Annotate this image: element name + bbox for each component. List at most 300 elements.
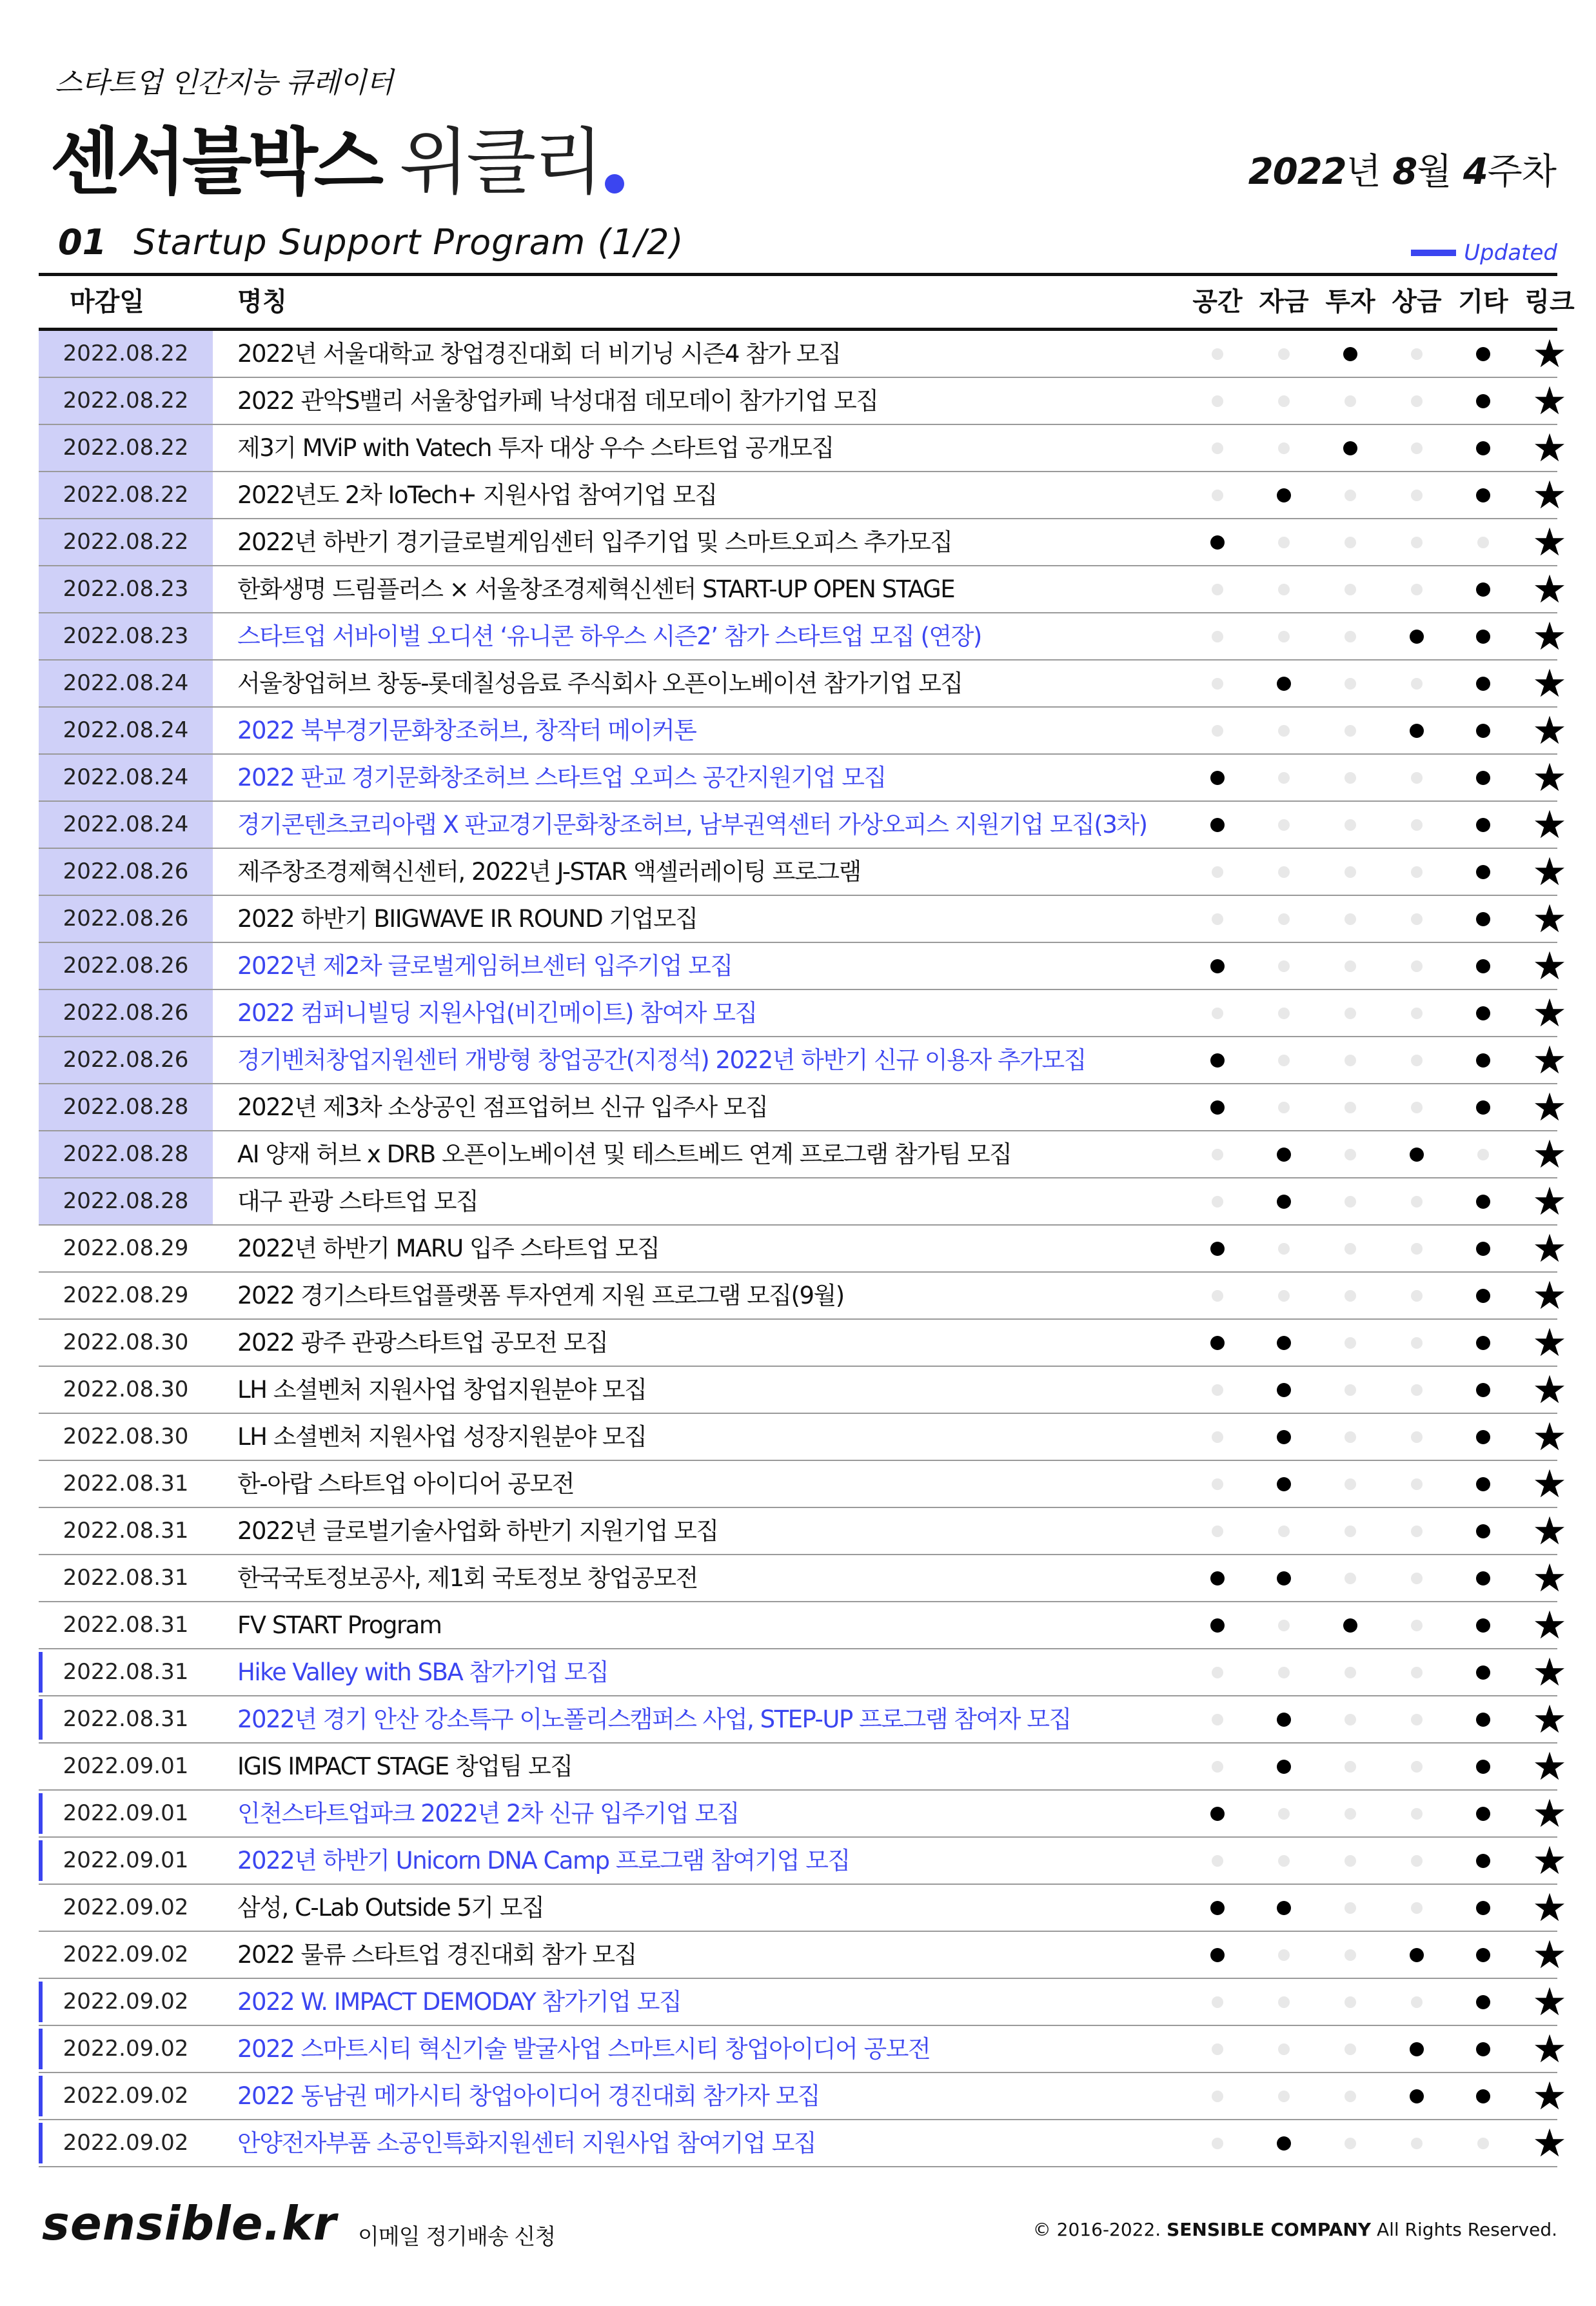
row-name[interactable]: 스타트업 서바이벌 오디션 ‘유니콘 하우스 시즌2’ 참가 스타트업 모집 (연장)	[237, 622, 981, 650]
row-name[interactable]: LH 소셜벤처 지원사업 성장지원분야 모집	[237, 1423, 647, 1451]
star-link-icon[interactable]: ★	[1532, 2026, 1567, 2072]
cell-link[interactable]	[1517, 1178, 1582, 1224]
star-link-icon[interactable]: ★	[1532, 1696, 1567, 1742]
row-deadline: 2022.08.31	[63, 1659, 189, 1685]
table-row[interactable]	[39, 1037, 1567, 1084]
filled-dot-icon	[1210, 535, 1225, 550]
cell-fund	[1252, 1838, 1316, 1884]
filled-dot-icon	[1476, 818, 1490, 832]
cell-link[interactable]	[1517, 1037, 1582, 1083]
cell-etc	[1451, 1508, 1515, 1554]
row-name[interactable]: 2022년 하반기 경기글로벌게임센터 입주기업 및 스마트오피스 추가모집	[237, 528, 952, 556]
cell-fund	[1252, 943, 1316, 989]
filled-dot-icon	[1476, 865, 1490, 879]
row-name[interactable]: 2022 광주 관광스타트업 공모전 모집	[237, 1329, 608, 1357]
filled-dot-icon	[1476, 1242, 1490, 1256]
row-name[interactable]: 2022 물류 스타트업 경진대회 참가 모집	[237, 1941, 636, 1969]
cell-fund	[1252, 1131, 1316, 1177]
table-row[interactable]	[39, 755, 1567, 802]
empty-dot-icon	[1212, 1714, 1223, 1725]
cell-link[interactable]	[1517, 1602, 1582, 1648]
cell-etc	[1451, 1649, 1515, 1695]
filled-dot-icon	[1210, 1100, 1225, 1115]
row-name[interactable]: IGIS IMPACT STAGE 창업팀 모집	[237, 1753, 573, 1780]
cell-invest	[1318, 331, 1383, 377]
col-deadline: 마감일	[70, 287, 144, 317]
cell-space	[1185, 1979, 1250, 2025]
cell-link[interactable]	[1517, 1131, 1582, 1177]
cell-etc	[1451, 1979, 1515, 2025]
cell-link[interactable]	[1517, 943, 1582, 989]
filled-dot-icon	[1277, 677, 1291, 691]
cell-link[interactable]	[1517, 1084, 1582, 1130]
filled-dot-icon	[1476, 1006, 1490, 1020]
table-row[interactable]	[39, 1838, 1567, 1885]
cell-invest	[1318, 519, 1383, 565]
table-row[interactable]	[39, 661, 1567, 708]
empty-dot-icon	[1212, 1196, 1223, 1208]
star-link-icon[interactable]: ★	[1532, 1602, 1567, 1648]
cell-link[interactable]	[1517, 1461, 1582, 1507]
row-name[interactable]: 안양전자부품 소공인특화지원센터 지원사업 참여기업 모집	[237, 2129, 816, 2157]
star-link-icon[interactable]: ★	[1532, 1367, 1567, 1413]
table-row[interactable]	[39, 1979, 1567, 2026]
cell-link[interactable]	[1517, 1508, 1582, 1554]
row-deadline: 2022.08.30	[63, 1377, 189, 1402]
cell-prize	[1384, 1885, 1449, 1931]
row-deadline: 2022.08.22	[39, 519, 213, 565]
table-row[interactable]	[39, 1273, 1567, 1320]
star-link-icon[interactable]: ★	[1532, 1838, 1567, 1884]
row-deadline: 2022.08.24	[39, 755, 213, 800]
star-link-icon[interactable]: ★	[1532, 1226, 1567, 1271]
row-name[interactable]: 2022 판교 경기문화창조허브 스타트업 오피스 공간지원기업 모집	[237, 764, 886, 791]
row-deadline: 2022.08.24	[39, 802, 213, 848]
filled-dot-icon	[1277, 1383, 1291, 1397]
star-link-icon[interactable]: ★	[1532, 519, 1567, 565]
cell-link[interactable]	[1517, 425, 1582, 471]
empty-dot-icon	[1345, 631, 1356, 642]
table-row[interactable]	[39, 1932, 1567, 1979]
filled-dot-icon	[1210, 1571, 1225, 1585]
star-link-icon[interactable]: ★	[1532, 1414, 1567, 1460]
table-row[interactable]	[39, 802, 1567, 849]
empty-dot-icon	[1411, 2138, 1423, 2149]
empty-dot-icon	[1345, 2091, 1356, 2102]
footer-logo[interactable]: sensible.kr	[42, 2196, 337, 2251]
cell-space	[1185, 1367, 1250, 1413]
empty-dot-icon	[1411, 866, 1423, 878]
cell-etc	[1451, 661, 1515, 706]
cell-link[interactable]	[1517, 519, 1582, 565]
row-name[interactable]: 2022 컴퍼니빌딩 지원사업(비긴메이트) 참여자 모집	[237, 999, 757, 1027]
cell-etc	[1451, 1602, 1515, 1648]
cell-invest	[1318, 896, 1383, 942]
empty-dot-icon	[1411, 1431, 1423, 1443]
filled-dot-icon	[1210, 959, 1225, 973]
star-link-icon[interactable]: ★	[1532, 708, 1567, 753]
cell-link[interactable]	[1517, 331, 1582, 377]
col-fund: 자금	[1259, 287, 1309, 317]
empty-dot-icon	[1212, 866, 1223, 878]
cell-prize	[1384, 1178, 1449, 1224]
cell-link[interactable]	[1517, 1226, 1582, 1271]
cell-fund	[1252, 1226, 1316, 1271]
cell-link[interactable]	[1517, 849, 1582, 895]
table-row[interactable]	[39, 1649, 1567, 1696]
star-link-icon[interactable]: ★	[1532, 896, 1567, 942]
cell-fund	[1252, 1084, 1316, 1130]
filled-dot-icon	[1410, 1148, 1424, 1162]
cell-link[interactable]	[1517, 1649, 1582, 1695]
table-row[interactable]	[39, 1178, 1567, 1226]
table-row[interactable]	[39, 1320, 1567, 1367]
row-deadline: 2022.09.02	[63, 2036, 189, 2062]
star-link-icon[interactable]: ★	[1532, 1084, 1567, 1130]
cell-link[interactable]	[1517, 1367, 1582, 1413]
cell-invest	[1318, 1791, 1383, 1836]
filled-dot-icon	[1476, 1854, 1490, 1868]
row-name[interactable]: 2022년 하반기 Unicorn DNA Camp 프로그램 참여기업 모집	[237, 1847, 850, 1874]
cell-prize	[1384, 1414, 1449, 1460]
cell-space	[1185, 1273, 1250, 1318]
row-deadline: 2022.08.28	[39, 1131, 213, 1177]
cell-etc	[1451, 708, 1515, 753]
star-link-icon[interactable]: ★	[1532, 1979, 1567, 2025]
star-link-icon[interactable]: ★	[1532, 378, 1567, 424]
empty-dot-icon	[1411, 1526, 1423, 1537]
star-link-icon[interactable]: ★	[1532, 802, 1567, 848]
row-name[interactable]: 2022년 하반기 MARU 입주 스타트업 모집	[237, 1235, 660, 1262]
star-link-icon[interactable]: ★	[1532, 1131, 1567, 1177]
table-row[interactable]	[39, 990, 1567, 1037]
cell-invest	[1318, 1320, 1383, 1366]
row-name[interactable]: 2022년 경기 안산 강소특구 이노폴리스캠퍼스 사업, STEP-UP 프로그램 참여자 모집	[237, 1705, 1071, 1733]
cell-link[interactable]	[1517, 802, 1582, 848]
cell-etc	[1451, 1885, 1515, 1931]
star-link-icon[interactable]: ★	[1532, 2073, 1567, 2119]
empty-dot-icon	[1212, 1431, 1223, 1443]
cell-link[interactable]	[1517, 1273, 1582, 1318]
cell-invest	[1318, 1555, 1383, 1601]
cell-invest	[1318, 378, 1383, 424]
empty-dot-icon	[1212, 395, 1223, 407]
star-link-icon[interactable]: ★	[1532, 755, 1567, 800]
cell-link[interactable]	[1517, 1979, 1582, 2025]
filled-dot-icon	[1210, 1901, 1225, 1915]
empty-dot-icon	[1345, 395, 1356, 407]
row-name[interactable]: 2022 북부경기문화창조허브, 창작터 메이커톤	[237, 717, 696, 744]
row-name[interactable]: 경기벤처창업지원센터 개방형 창업공간(지정석) 2022년 하반기 신규 이용자 추가모집	[237, 1046, 1086, 1074]
filled-dot-icon	[1476, 1713, 1490, 1727]
table-row[interactable]	[39, 1084, 1567, 1131]
row-name[interactable]: 한화생명 드림플러스 × 서울창조경제혁신센터 START-UP OPEN STAGE	[237, 575, 955, 603]
empty-dot-icon	[1278, 348, 1290, 360]
cell-space	[1185, 1508, 1250, 1554]
cell-link[interactable]	[1517, 1885, 1582, 1931]
star-link-icon[interactable]: ★	[1532, 566, 1567, 612]
row-name[interactable]: Hike Valley with SBA 참가기업 모집	[237, 1658, 609, 1686]
empty-dot-icon	[1411, 960, 1423, 972]
empty-dot-icon	[1212, 1290, 1223, 1302]
star-link-icon[interactable]: ★	[1532, 1885, 1567, 1931]
star-link-icon[interactable]: ★	[1532, 1649, 1567, 1695]
cell-fund	[1252, 519, 1316, 565]
star-link-icon[interactable]: ★	[1532, 661, 1567, 706]
cell-link[interactable]	[1517, 1932, 1582, 1978]
cell-invest	[1318, 1649, 1383, 1695]
row-deadline: 2022.08.30	[63, 1329, 189, 1355]
table-row[interactable]	[39, 2026, 1567, 2073]
cell-etc	[1451, 849, 1515, 895]
table-row[interactable]	[39, 1131, 1567, 1178]
empty-dot-icon	[1278, 819, 1290, 831]
cell-invest	[1318, 1037, 1383, 1083]
table-row[interactable]	[39, 1508, 1567, 1555]
filled-dot-icon	[1410, 2042, 1424, 2056]
cell-link[interactable]	[1517, 2073, 1582, 2119]
row-name[interactable]: 2022년 서울대학교 창업경진대회 더 비기닝 시즌4 참가 모집	[237, 340, 841, 368]
cell-space	[1185, 1838, 1250, 1884]
subscribe-link[interactable]: 이메일 정기배송 신청	[358, 2224, 556, 2250]
cell-link[interactable]	[1517, 990, 1582, 1036]
row-name[interactable]: 2022 W. IMPACT DEMODAY 참가기업 모집	[237, 1988, 682, 2016]
filled-dot-icon	[1476, 724, 1490, 738]
cell-link[interactable]	[1517, 708, 1582, 753]
cell-link[interactable]	[1517, 613, 1582, 659]
filled-dot-icon	[1210, 1242, 1225, 1256]
cell-fund	[1252, 1744, 1316, 1789]
filled-dot-icon	[1210, 818, 1225, 832]
filled-dot-icon	[1476, 2089, 1490, 2103]
table-row[interactable]	[39, 708, 1567, 755]
table-row[interactable]	[39, 425, 1567, 472]
star-link-icon[interactable]: ★	[1532, 2120, 1567, 2166]
row-name[interactable]: 경기콘텐츠코리아랩 X 판교경기문화창조허브, 남부권역센터 가상오피스 지원기업 모집(3차)	[237, 811, 1147, 839]
cell-link[interactable]	[1517, 2026, 1582, 2072]
empty-dot-icon	[1278, 631, 1290, 642]
cell-link[interactable]	[1517, 755, 1582, 800]
table-row[interactable]	[39, 1885, 1567, 1932]
row-deadline: 2022.08.31	[63, 1471, 189, 1496]
table-row[interactable]	[39, 1555, 1567, 1602]
row-name[interactable]: AI 양재 허브 x DRB 오픈이노베이션 및 테스트베드 연계 프로그램 참가팀 모집	[237, 1140, 1012, 1168]
cell-link[interactable]	[1517, 1320, 1582, 1366]
cell-fund	[1252, 566, 1316, 612]
cell-invest	[1318, 1131, 1383, 1177]
filled-dot-icon	[1476, 347, 1490, 361]
row-name[interactable]: 2022년 글로벌기술사업화 하반기 지원기업 모집	[237, 1517, 718, 1545]
empty-dot-icon	[1411, 1102, 1423, 1113]
star-link-icon[interactable]: ★	[1532, 425, 1567, 471]
cell-fund	[1252, 661, 1316, 706]
row-name[interactable]: 2022년 제2차 글로벌게임허브센터 입주기업 모집	[237, 952, 733, 980]
row-deadline: 2022.08.31	[63, 1565, 189, 1591]
cell-space	[1185, 1696, 1250, 1742]
table-row[interactable]	[39, 566, 1567, 613]
empty-dot-icon	[1278, 1996, 1290, 2008]
table-row[interactable]	[39, 1602, 1567, 1649]
cell-invest	[1318, 1744, 1383, 1789]
empty-dot-icon	[1345, 913, 1356, 925]
empty-dot-icon	[1411, 1620, 1423, 1631]
cell-fund	[1252, 1414, 1316, 1460]
row-name[interactable]: 삼성, C-Lab Outside 5기 모집	[237, 1894, 544, 1922]
star-link-icon[interactable]: ★	[1532, 1178, 1567, 1224]
star-link-icon[interactable]: ★	[1532, 613, 1567, 659]
table-row[interactable]	[39, 1696, 1567, 1744]
row-name[interactable]: 2022년도 2차 IoTech+ 지원사업 참여기업 모집	[237, 481, 717, 509]
empty-dot-icon	[1278, 537, 1290, 548]
cell-invest	[1318, 708, 1383, 753]
row-name[interactable]: 대구 관광 스타트업 모집	[237, 1188, 478, 1215]
table-row[interactable]	[39, 472, 1567, 519]
cell-link[interactable]	[1517, 378, 1582, 424]
filled-dot-icon	[1410, 2089, 1424, 2103]
empty-dot-icon	[1278, 1008, 1290, 1019]
filled-dot-icon	[1210, 1618, 1225, 1633]
row-name[interactable]: 제주창조경제혁신센터, 2022년 J-STAR 액셀러레이팅 프로그램	[237, 858, 861, 886]
star-link-icon[interactable]: ★	[1532, 1744, 1567, 1789]
cell-space	[1185, 943, 1250, 989]
table-row[interactable]	[39, 331, 1567, 378]
row-deadline: 2022.08.31	[63, 1706, 189, 1732]
cell-space	[1185, 1084, 1250, 1130]
table-row[interactable]	[39, 378, 1567, 425]
star-link-icon[interactable]: ★	[1532, 1791, 1567, 1836]
empty-dot-icon	[1212, 2043, 1223, 2055]
row-name[interactable]: 2022 동남권 메가시티 창업아이디어 경진대회 참가자 모집	[237, 2082, 820, 2110]
row-name[interactable]: FV START Program	[237, 1611, 442, 1639]
empty-dot-icon	[1212, 2138, 1223, 2149]
cell-space	[1185, 1555, 1250, 1601]
table-row[interactable]	[39, 519, 1567, 566]
row-name[interactable]: 인천스타트업파크 2022년 2차 신규 입주기업 모집	[237, 1800, 739, 1827]
star-link-icon[interactable]: ★	[1532, 1273, 1567, 1318]
cell-space	[1185, 849, 1250, 895]
cell-link[interactable]	[1517, 472, 1582, 518]
cell-link[interactable]	[1517, 566, 1582, 612]
table-row[interactable]	[39, 1791, 1567, 1838]
empty-dot-icon	[1278, 1055, 1290, 1066]
row-name[interactable]: 2022 스마트시티 혁신기술 발굴사업 스마트시티 창업아이디어 공모전	[237, 2035, 931, 2063]
filled-dot-icon	[1277, 1336, 1291, 1350]
cell-link[interactable]	[1517, 1838, 1582, 1884]
star-link-icon[interactable]: ★	[1532, 943, 1567, 989]
table-header	[39, 273, 1575, 331]
cell-etc	[1451, 1084, 1515, 1130]
cell-link[interactable]	[1517, 2120, 1582, 2166]
cell-fund	[1252, 378, 1316, 424]
cell-fund	[1252, 1885, 1316, 1931]
star-link-icon[interactable]: ★	[1532, 1320, 1567, 1366]
table-row[interactable]	[39, 1744, 1567, 1791]
cell-link[interactable]	[1517, 1414, 1582, 1460]
cell-etc	[1451, 1226, 1515, 1271]
table-row[interactable]	[39, 849, 1567, 896]
cell-invest	[1318, 802, 1383, 848]
cell-link[interactable]	[1517, 1744, 1582, 1789]
filled-dot-icon	[1476, 959, 1490, 973]
star-link-icon[interactable]: ★	[1532, 1037, 1567, 1083]
filled-dot-icon	[1476, 1901, 1490, 1915]
star-link-icon[interactable]: ★	[1532, 1932, 1567, 1978]
empty-dot-icon	[1345, 1478, 1356, 1490]
cell-prize	[1384, 472, 1449, 518]
row-deadline: 2022.09.02	[63, 2130, 189, 2156]
empty-dot-icon	[1278, 442, 1290, 454]
cell-prize	[1384, 1744, 1449, 1789]
row-deadline: 2022.08.22	[39, 425, 213, 471]
cell-link[interactable]	[1517, 896, 1582, 942]
table-row[interactable]	[39, 896, 1567, 943]
table-row[interactable]	[39, 1367, 1567, 1414]
row-name[interactable]: 2022년 제3차 소상공인 점프업허브 신규 입주사 모집	[237, 1093, 768, 1121]
table-row[interactable]	[39, 613, 1567, 661]
filled-dot-icon	[1277, 488, 1291, 502]
brand-sub: 위클리	[399, 121, 601, 204]
cell-invest	[1318, 425, 1383, 471]
cell-link[interactable]	[1517, 661, 1582, 706]
cell-link[interactable]	[1517, 1791, 1582, 1836]
star-link-icon[interactable]: ★	[1532, 1555, 1567, 1601]
cell-space	[1185, 1602, 1250, 1648]
empty-dot-icon	[1345, 584, 1356, 595]
row-name[interactable]: LH 소셜벤처 지원사업 창업지원분야 모집	[237, 1376, 647, 1404]
star-link-icon[interactable]: ★	[1532, 1508, 1567, 1554]
star-link-icon[interactable]: ★	[1532, 472, 1567, 518]
empty-dot-icon	[1345, 960, 1356, 972]
filled-dot-icon	[1343, 441, 1357, 455]
row-deadline: 2022.08.26	[39, 990, 213, 1036]
star-link-icon[interactable]: ★	[1532, 849, 1567, 895]
star-link-icon[interactable]: ★	[1532, 990, 1567, 1036]
cell-space	[1185, 1226, 1250, 1271]
filled-dot-icon	[1210, 1948, 1225, 1962]
row-name[interactable]: 한-아랍 스타트업 아이디어 공모전	[237, 1470, 575, 1498]
cell-link[interactable]	[1517, 1555, 1582, 1601]
empty-dot-icon	[1411, 1337, 1423, 1349]
row-deadline: 2022.08.22	[39, 378, 213, 424]
table-row[interactable]	[39, 2120, 1567, 2167]
row-name[interactable]: 한국국토정보공사, 제1회 국토정보 창업공모전	[237, 1564, 698, 1592]
cell-space	[1185, 1885, 1250, 1931]
cell-prize	[1384, 1979, 1449, 2025]
cell-space	[1185, 802, 1250, 848]
table-row[interactable]	[39, 943, 1567, 990]
row-name[interactable]: 제3기 MViP with Vatech 투자 대상 우수 스타트업 공개모집	[237, 434, 834, 462]
cell-link[interactable]	[1517, 1696, 1582, 1742]
empty-dot-icon	[1345, 1431, 1356, 1443]
table-row[interactable]	[39, 1414, 1567, 1461]
table-row[interactable]	[39, 2073, 1567, 2120]
table-row[interactable]	[39, 1461, 1567, 1508]
star-link-icon[interactable]: ★	[1532, 331, 1567, 377]
cell-fund	[1252, 2026, 1316, 2072]
row-name[interactable]: 서울창업허브 창동-롯데칠성음료 주식회사 오픈이노베이션 참가기업 모집	[237, 670, 963, 697]
empty-dot-icon	[1345, 1714, 1356, 1725]
row-name[interactable]: 2022 관악S밸리 서울창업카페 낙성대점 데모데이 참가기업 모집	[237, 387, 878, 415]
row-name[interactable]: 2022 하반기 BIIGWAVE IR ROUND 기업모집	[237, 905, 698, 933]
filled-dot-icon	[1476, 1477, 1490, 1491]
cell-invest	[1318, 1932, 1383, 1978]
star-link-icon[interactable]: ★	[1532, 1461, 1567, 1507]
cell-etc	[1451, 472, 1515, 518]
row-name[interactable]: 2022 경기스타트업플랫폼 투자연계 지원 프로그램 모집(9월)	[237, 1282, 844, 1309]
table-row[interactable]	[39, 1226, 1567, 1273]
filled-dot-icon	[1210, 1053, 1225, 1068]
legend-bar-icon	[1411, 250, 1456, 256]
